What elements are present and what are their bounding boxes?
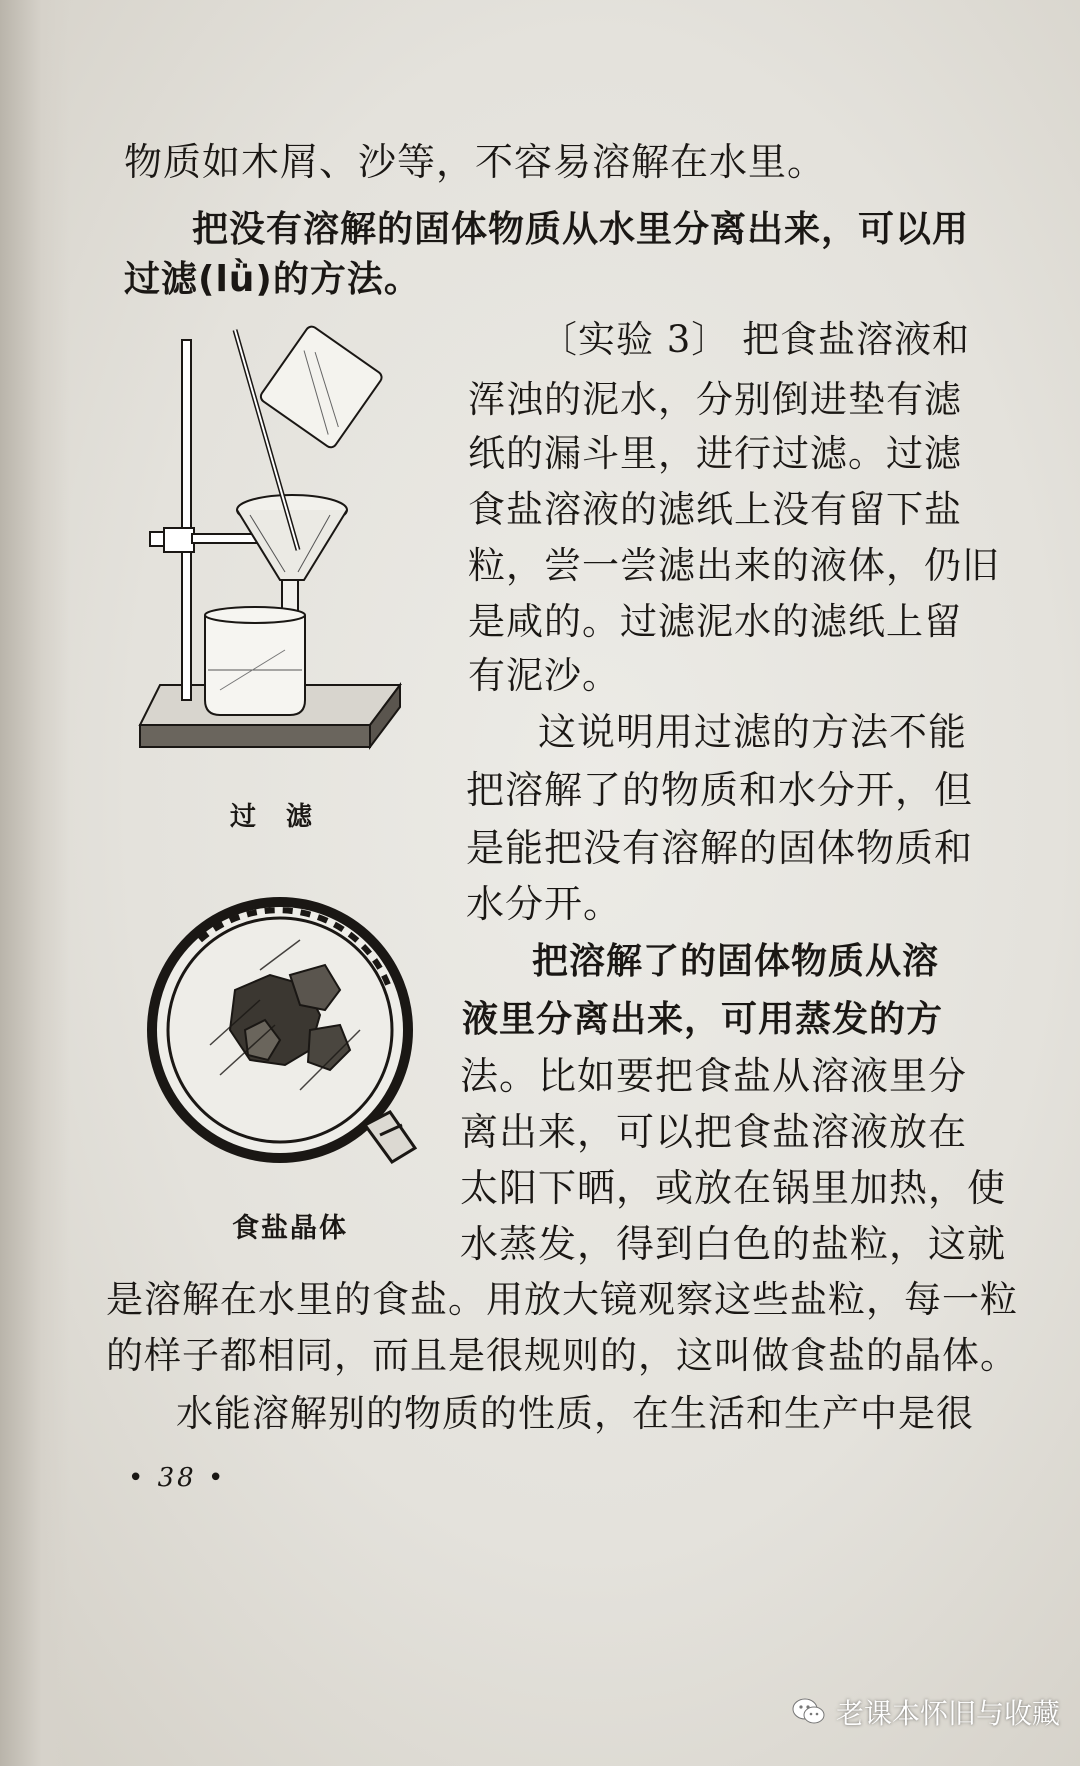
experiment-line: 食盐溶液的滤纸上没有留下盐 bbox=[468, 488, 962, 531]
bold-text-line-2: 把没有溶解的固体物质从水里分离出来，可以用 bbox=[192, 209, 970, 250]
experiment-line: 粒，尝一尝滤出来的液体，仍旧 bbox=[468, 544, 1000, 587]
evaporation-line: 水蒸发，得到白色的盐粒，这就 bbox=[460, 1222, 1007, 1266]
bold-text-line-3: 过滤(lǜ)的方法。 bbox=[124, 259, 421, 300]
text-line-bottom-1: 是溶解在水里的食盐。用放大镜观察这些盐粒，每一粒 bbox=[106, 1278, 1018, 1321]
evaporation-bold-line: 把溶解了的固体物质从溶 bbox=[532, 941, 940, 982]
wechat-icon bbox=[792, 1697, 826, 1727]
experiment-line: 〔实验 3〕 把食盐溶液和 bbox=[540, 318, 971, 361]
explanation-line: 水分开。 bbox=[466, 882, 623, 926]
evaporation-line: 法。比如要把食盐从溶液里分 bbox=[460, 1054, 968, 1098]
evaporation-line: 太阳下晒，或放在锅里加热，使 bbox=[460, 1166, 1007, 1210]
page-gutter-shadow bbox=[0, 0, 70, 1766]
filtration-apparatus-illustration bbox=[130, 310, 430, 780]
stand-rod bbox=[182, 340, 191, 700]
experiment-line: 纸的漏斗里，进行过滤。过滤 bbox=[468, 432, 962, 475]
pouring-beaker bbox=[259, 324, 384, 449]
magnifier-handle bbox=[365, 1112, 415, 1162]
filter-caption: 过 滤 bbox=[230, 802, 315, 832]
crystal-caption: 食盐晶体 bbox=[232, 1213, 348, 1244]
evaporation-bold-line: 液里分离出来，可用蒸发的方 bbox=[462, 999, 944, 1040]
receiving-beaker bbox=[205, 607, 305, 715]
experiment-line: 是咸的。过滤泥水的滤纸上留 bbox=[468, 600, 962, 643]
experiment-line: 有泥沙。 bbox=[468, 654, 620, 697]
text-line-1: 物质如木屑、沙等，不容易溶解在水里。 bbox=[124, 140, 827, 184]
magnified-salt-crystal-illustration bbox=[140, 880, 440, 1190]
watermark-text: 老课本怀旧与收藏 bbox=[836, 1697, 1061, 1730]
text-line-bottom-3: 水能溶解别的物质的性质，在生活和生产中是很 bbox=[176, 1392, 974, 1435]
explanation-line: 这说明用过滤的方法不能 bbox=[538, 710, 968, 754]
evaporation-line: 离出来，可以把食盐溶液放在 bbox=[460, 1110, 968, 1154]
page-number: • 38 • bbox=[128, 1463, 227, 1493]
experiment-line: 浑浊的泥水，分别倒进垫有滤 bbox=[468, 378, 962, 421]
explanation-line: 是能把没有溶解的固体物质和 bbox=[466, 826, 974, 870]
text-line-bottom-2: 的样子都相同，而且是很规则的，这叫做食盐的晶体。 bbox=[106, 1334, 1018, 1377]
explanation-line: 把溶解了的物质和水分开，但 bbox=[466, 768, 974, 812]
watermark bbox=[792, 1692, 1060, 1732]
